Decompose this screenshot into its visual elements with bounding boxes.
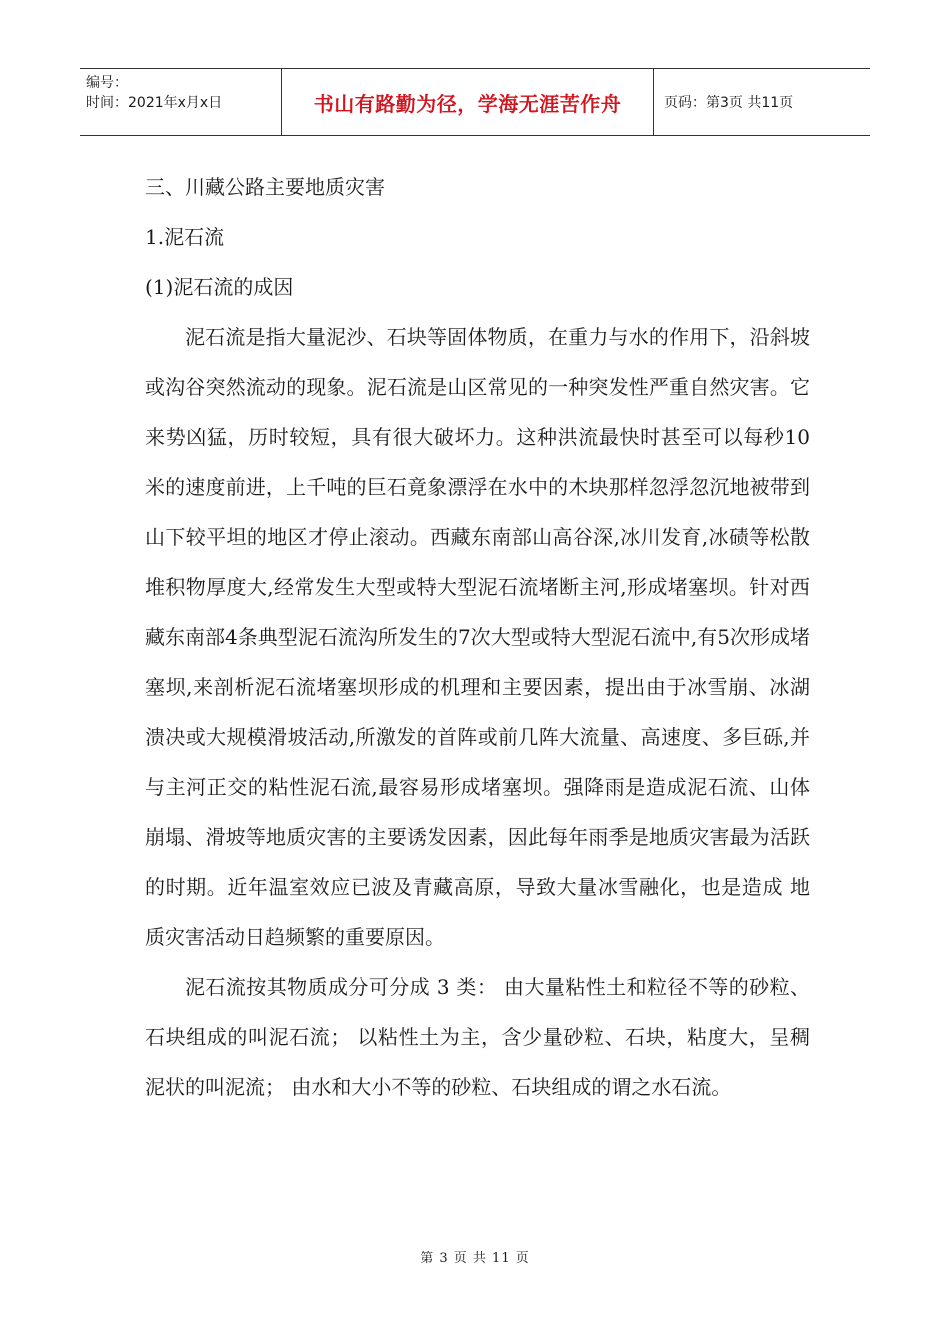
header-page-info: 页码：第3页 共11页 bbox=[664, 95, 794, 111]
paragraph-causes: 泥石流是指大量泥沙、石块等固体物质，在重力与水的作用下，沿斜坡或沟谷突然流动的现象。泥石流是山区常见的一种突发性严重自然灾害。它来势凶猛，历时较短，具有很大破坏力。这种洪流最快时甚至可以每秒10米的速度前进，上千吨的巨石竟象漂浮在水中的木块那样忽浮忽沉地被带到山下较平坦的地区才停止滚动。西藏东南部山高谷深,冰川发育,冰碛等松散堆积物厚度大,经常发生大型或特大型泥石流堵断主河,形成堵塞坝。针对西藏东南部4条典型泥石流沟所发生的7次大型或特大型泥石流中,有5次形成堵塞坝,来剖析泥石流堵塞坝形成的机理和主要因素，提出由于冰雪崩、冰湖溃决或大规模滑坡活动,所激发的首阵或前几阵大流量、高速度、多巨砾,并与主河正交的粘性泥石流,最容易形成堵塞坝。强降雨是造成泥石流、山体崩塌、滑坡等地质灾害的主要诱发因素，因此每年雨季是地质灾害最为活跃的时期。近年温室效应已波及青藏高原，导致大量冰雪融化，也是造成 地质灾害活动日趋频繁的重要原因。 bbox=[145, 325, 810, 949]
page-footer: 第 3 页 共 11 页 bbox=[420, 1251, 530, 1266]
sub-heading: 1.泥石流 bbox=[145, 225, 225, 249]
document-number-label: 编号： bbox=[86, 75, 128, 91]
header-table bbox=[80, 68, 870, 136]
sub-sub-heading: (1)泥石流的成因 bbox=[145, 275, 294, 299]
document-body bbox=[145, 162, 810, 1112]
section-heading: 三、川藏公路主要地质灾害 bbox=[145, 175, 385, 199]
header-motto: 书山有路勤为径，学海无涯苦作舟 bbox=[282, 69, 654, 135]
header-left-cell bbox=[80, 69, 282, 135]
document-date-label: 时间：2021年x月x日 bbox=[86, 95, 223, 111]
paragraph-classification: 泥石流按其物质成分可分成 3 类： 由大量粘性土和粒径不等的砂粒、石块组成的叫泥石流； 以粘性土为主，含少量砂粒、石块，粘度大，呈稠泥状的叫泥流； 由水和大小不等的砂粒、石块组成的谓之水石流。 bbox=[145, 975, 810, 1099]
